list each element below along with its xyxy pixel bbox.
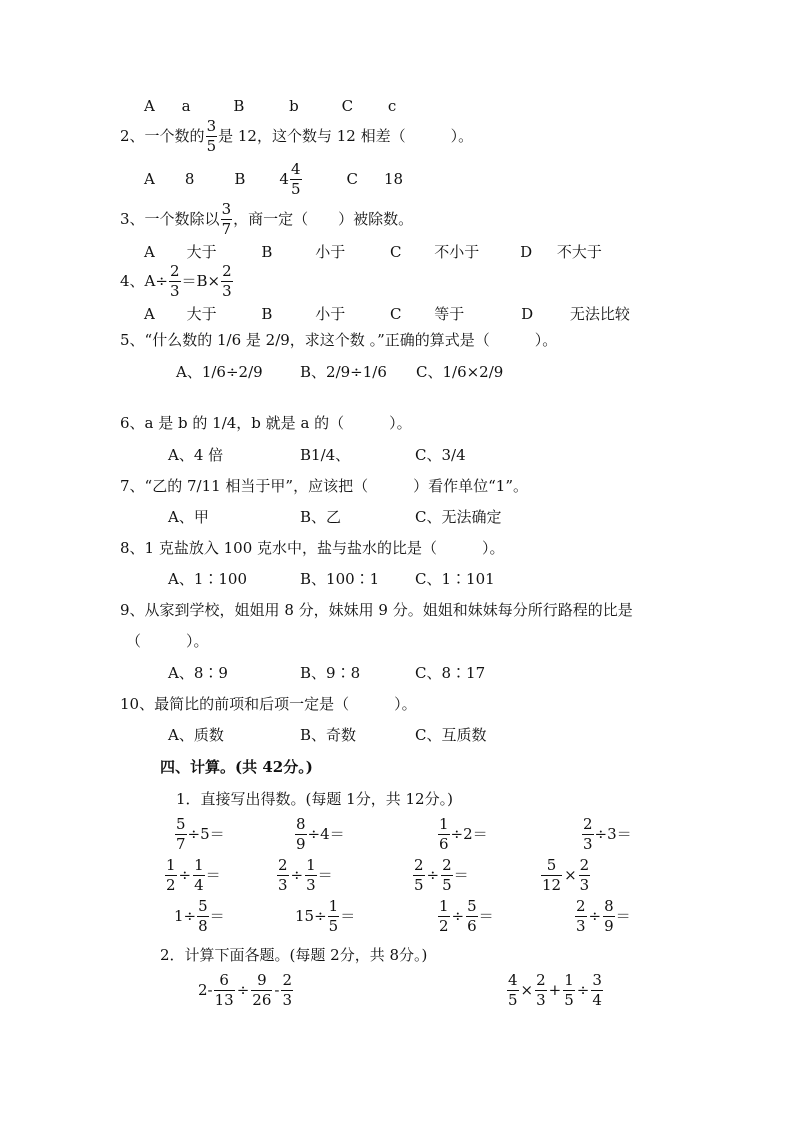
option: A、4 倍 — [168, 446, 224, 464]
denominator: 26 — [252, 991, 272, 1009]
option-label: B — [261, 305, 273, 323]
option: A、质数 — [168, 726, 224, 744]
option: B、2/9÷1/6 — [300, 363, 387, 381]
option-value: 小于 — [315, 305, 346, 323]
expression-part: 15÷ — [295, 907, 327, 925]
option-label: A — [144, 305, 155, 323]
fraction — [206, 119, 218, 154]
fraction — [175, 817, 187, 852]
fraction — [197, 899, 209, 934]
question-number: 2、 — [120, 127, 145, 145]
question-number: 4、 — [120, 272, 145, 290]
option-value: 大于 — [186, 305, 217, 323]
expression-part: ＝ — [478, 907, 494, 925]
fraction — [441, 858, 453, 893]
numerator: 2 — [222, 262, 232, 280]
option: A、1∶100 — [168, 570, 248, 588]
option-label: C — [390, 243, 402, 261]
part-title: 2．计算下面各题。(每题 2分，共 8分。) — [160, 946, 428, 964]
option: A、1/6÷2/9 — [176, 363, 263, 381]
expression-part: ＝B× — [181, 272, 221, 290]
calc-item — [174, 817, 225, 852]
denominator: 12 — [542, 876, 562, 894]
expression-part: ÷2＝ — [450, 825, 488, 843]
option-value: 18 — [384, 170, 404, 188]
fraction — [193, 858, 205, 893]
numerator: 8 — [604, 897, 614, 915]
question-text: ，商一定（ ）被除数。 — [233, 210, 414, 228]
option-value: 不大于 — [556, 243, 602, 261]
operator: - — [274, 981, 280, 999]
fraction — [575, 899, 587, 934]
denominator: 5 — [564, 991, 574, 1009]
expression-part: A÷ — [144, 272, 168, 290]
numerator: 1 — [439, 897, 449, 915]
denominator: 7 — [176, 835, 186, 853]
expression-part: ÷4＝ — [307, 825, 345, 843]
numerator: 4 — [508, 971, 518, 989]
operator: ÷ — [290, 866, 304, 884]
denominator: 3 — [278, 876, 288, 894]
option: C、1∶101 — [415, 570, 495, 588]
denominator: 2 — [166, 876, 176, 894]
option: A、8∶9 — [168, 664, 228, 682]
numerator: 1 — [166, 856, 176, 874]
part-title: 1．直接写出得数。(每题 1分，共 12分。) — [176, 790, 453, 808]
numerator: 5 — [467, 897, 477, 915]
denominator: 3 — [222, 282, 232, 300]
whole-part: 4 — [279, 170, 289, 188]
numerator: 3 — [592, 971, 602, 989]
calc-item — [437, 899, 494, 934]
fraction — [438, 817, 450, 852]
expression-part: ÷3＝ — [594, 825, 632, 843]
denominator: 5 — [414, 876, 424, 894]
numerator: 2 — [583, 815, 593, 833]
denominator: 3 — [536, 991, 546, 1009]
option-label: B — [261, 243, 273, 261]
operator: ÷ — [426, 866, 440, 884]
numerator: 1 — [439, 815, 449, 833]
expression-part: ＝ — [453, 866, 469, 884]
operator: ÷ — [178, 866, 192, 884]
q1-options — [144, 99, 396, 114]
fraction — [535, 973, 547, 1008]
q1-opt-value: b — [289, 97, 299, 115]
q8-options — [168, 572, 568, 587]
denominator: 5 — [328, 917, 339, 935]
option: A、甲 — [168, 508, 209, 526]
calc-item — [164, 858, 221, 893]
option-label: C — [390, 305, 402, 323]
option-value: 等于 — [434, 305, 465, 323]
numerator: 4 — [290, 160, 301, 178]
operator: × — [564, 866, 577, 884]
q1-opt-label: C — [341, 97, 354, 115]
denominator: 3 — [169, 282, 180, 300]
option-label: D — [520, 243, 533, 261]
denominator: 3 — [583, 835, 593, 853]
numerator: 1 — [564, 971, 574, 989]
option: C、8∶17 — [415, 664, 486, 682]
fraction — [221, 202, 233, 237]
question-10: 10、最简比的前项和后项一定是（ ）。 — [120, 695, 417, 713]
option-value: 8 — [184, 170, 195, 188]
question-7: 7、“乙的 7/11 相当于甲”，应该把（ ）看作单位“1”。 — [120, 477, 528, 495]
fraction — [603, 899, 615, 934]
calc-expression — [198, 973, 294, 1008]
calc-item — [581, 817, 632, 852]
numerator: 1 — [328, 897, 339, 915]
denominator: 4 — [592, 991, 602, 1009]
fraction — [290, 162, 302, 197]
denominator: 13 — [214, 991, 234, 1009]
operator: ÷ — [236, 981, 250, 999]
denominator: 5 — [290, 180, 301, 198]
denominator: 9 — [604, 917, 614, 935]
fraction — [591, 973, 603, 1008]
expression-part: ＝ — [615, 907, 631, 925]
numerator: 5 — [541, 858, 562, 876]
question-8: 8、1 克盐放入 100 克水中，盐与盐水的比是（ ）。 — [120, 539, 505, 557]
numerator: 3 — [221, 200, 232, 218]
fraction — [169, 264, 181, 299]
numerator: 1 — [306, 856, 316, 874]
option-value: 大于 — [186, 243, 217, 261]
q1-opt-label: A — [144, 97, 155, 115]
fraction — [466, 899, 478, 934]
question-3 — [120, 202, 413, 237]
numerator: 2 — [579, 856, 590, 874]
numerator: 5 — [198, 897, 208, 915]
denominator: 3 — [576, 917, 586, 935]
fraction — [541, 858, 562, 893]
numerator: 2 — [282, 971, 293, 989]
option: C、3/4 — [415, 446, 466, 464]
calc-item — [437, 817, 488, 852]
fraction — [214, 973, 235, 1008]
calc-item — [174, 899, 225, 934]
expression-part: ＝ — [209, 907, 225, 925]
mixed-number — [279, 162, 302, 197]
expression-part: 1÷ — [174, 907, 197, 925]
q1-opt-value: c — [387, 97, 397, 115]
fraction — [563, 973, 575, 1008]
q2-options — [144, 162, 403, 197]
q4-options — [144, 307, 630, 322]
numerator: 2 — [576, 897, 586, 915]
option: B、9∶8 — [300, 664, 361, 682]
denominator: 4 — [194, 876, 204, 894]
denominator: 3 — [579, 876, 590, 894]
q5-options — [176, 363, 504, 381]
option-label: D — [521, 305, 534, 323]
option-value: 无法比较 — [569, 305, 630, 323]
option-value: 不小于 — [434, 243, 480, 261]
fraction — [328, 899, 340, 934]
fraction — [165, 858, 177, 893]
question-text: 是 12，这个数与 12 相差（ ）。 — [218, 127, 474, 145]
numerator: 5 — [176, 815, 186, 833]
question-6: 6、a 是 b 的 1/4，b 就是 a 的（ ）。 — [120, 414, 412, 432]
numerator: 2 — [536, 971, 546, 989]
question-5: 5、“什么数的 1/6 是 2/9，求这个数 。”正确的算式是（ ）。 — [120, 331, 558, 349]
option-label: B — [234, 170, 246, 188]
calc-item — [574, 899, 631, 934]
expression-part: ＝ — [317, 866, 333, 884]
operator: + — [548, 981, 562, 999]
fraction — [507, 973, 519, 1008]
denominator: 5 — [442, 876, 452, 894]
operator: ÷ — [588, 907, 602, 925]
calc-item — [412, 858, 469, 893]
denominator: 7 — [221, 220, 232, 238]
denominator: 2 — [439, 917, 449, 935]
option: B、100∶1 — [300, 570, 380, 588]
denominator: 9 — [296, 835, 306, 853]
numerator: 9 — [251, 973, 272, 991]
operator: ÷ — [451, 907, 465, 925]
q7-options — [168, 510, 568, 525]
q3-options — [144, 245, 602, 260]
calc-expression — [506, 973, 604, 1008]
option: B、乙 — [300, 508, 342, 526]
section-title: 四、计算。(共 42分。) — [160, 758, 313, 776]
numerator: 1 — [194, 856, 204, 874]
fraction — [251, 973, 272, 1008]
calc-item — [540, 858, 591, 893]
calc-item — [276, 858, 333, 893]
numerator: 2 — [169, 262, 180, 280]
question-number: 3、 — [120, 210, 145, 228]
calc-item — [294, 817, 345, 852]
option-value: 小于 — [315, 243, 346, 261]
option-label: A — [144, 170, 155, 188]
option-label: C — [346, 170, 358, 188]
denominator: 5 — [206, 137, 217, 155]
question-2 — [120, 119, 473, 154]
fraction — [221, 264, 233, 299]
denominator: 6 — [439, 835, 449, 853]
question-9-blank: （ ）。 — [126, 632, 209, 650]
fraction — [305, 858, 317, 893]
option: C、1/6×2/9 — [416, 363, 504, 381]
q1-opt-value: a — [181, 97, 191, 115]
denominator: 3 — [282, 991, 293, 1009]
denominator: 6 — [467, 917, 477, 935]
q6-options — [168, 448, 568, 463]
question-text: 一个数除以 — [144, 210, 220, 228]
expression-part: 2- — [198, 981, 213, 999]
question-4 — [120, 264, 234, 299]
numerator: 2 — [442, 856, 452, 874]
q1-opt-label: B — [233, 97, 245, 115]
q9-options — [168, 666, 568, 681]
operator: × — [520, 981, 534, 999]
expression-part: ＝ — [340, 907, 356, 925]
question-text: 一个数的 — [144, 127, 205, 145]
option: C、无法确定 — [415, 508, 502, 526]
calc-item — [295, 899, 355, 934]
option-label: A — [144, 243, 155, 261]
numerator: 3 — [206, 117, 217, 135]
fraction — [295, 817, 307, 852]
q10-options — [168, 728, 568, 743]
numerator: 6 — [214, 973, 235, 991]
option: C、互质数 — [415, 726, 487, 744]
denominator: 3 — [306, 876, 316, 894]
fraction — [582, 817, 594, 852]
numerator: 2 — [414, 856, 424, 874]
denominator: 8 — [198, 917, 208, 935]
fraction — [413, 858, 425, 893]
denominator: 5 — [508, 991, 518, 1009]
numerator: 8 — [296, 815, 306, 833]
option: B、奇数 — [300, 726, 357, 744]
fraction — [281, 973, 293, 1008]
operator: ÷ — [576, 981, 590, 999]
fraction — [579, 858, 591, 893]
expression-part: ÷5＝ — [187, 825, 225, 843]
fraction — [438, 899, 450, 934]
expression-part: ＝ — [205, 866, 221, 884]
numerator: 2 — [278, 856, 288, 874]
fraction — [277, 858, 289, 893]
question-9: 9、从家到学校，姐姐用 8 分，妹妹用 9 分。姐姐和妹妹每分所行路程的比是 — [120, 601, 633, 619]
option: B1/4、 — [300, 446, 351, 464]
